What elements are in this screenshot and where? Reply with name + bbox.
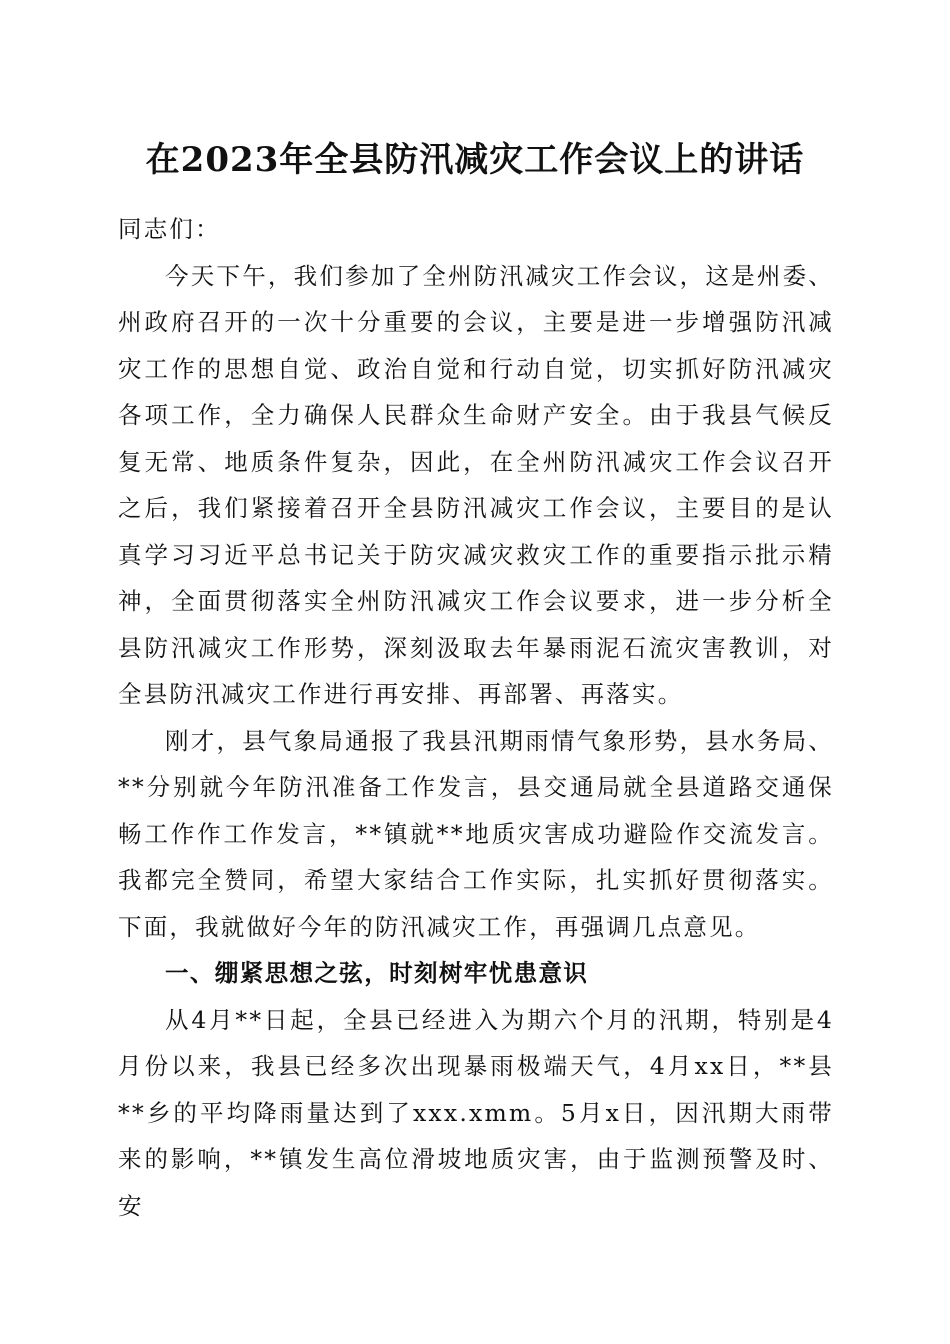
paragraph-reports: 刚才，县气象局通报了我县汛期雨情气象形势，县水务局、**分别就今年防汛准备工作发言，县交通局就全县道路交通保畅工作作工作发言，**镇就**地质灾害成功避险作交流发言。我都完全赞同，希望大家结合工作实际，扎实抓好贯彻落实。下面，我就做好今年的防汛减灾工作，再强调几点意见。 [118, 726, 834, 941]
paragraph-opening: 今天下午，我们参加了全州防汛减灾工作会议，这是州委、州政府召开的一次十分重要的会议，主要是进一步增强防汛减灾工作的思想自觉、政治自觉和行动自觉，切实抓好防汛减灾各项工作，全力确保人民群众生命财产安全。由于我县气候反复无常、地质条件复杂，因此，在全州防汛减灾工作会议召开之后，我们紧接着召开全县防汛减灾工作会议，主要目的是认真学习习近平总书记关于防灾减灾救灾工作的重要指示批示精神，全面贯彻落实全州防汛减灾工作会议要求，进一步分析全县防汛减灾工作形势，深刻汲取去年暴雨泥石流灾害教训，对全县防汛减灾工作进行再安排、再部署、再落实。 [118, 261, 834, 708]
paragraph-section-one: 从4月**日起，全县已经进入为期六个月的汛期，特别是4月份以来，我县已经多次出现暴雨极端天气，4月xx日，**县**乡的平均降雨量达到了xxx.xmm。5月x日，因汛期大雨带来的影响，**镇发生高位滑坡地质灾害，由于监测预警及时、安 [118, 1005, 834, 1220]
document-body [118, 206, 834, 1229]
salutation: 同志们： [118, 215, 221, 243]
document-title: 在2023年全县防汛减灾工作会议上的讲话 [145, 140, 805, 180]
section-heading: 一、绷紧思想之弦，时刻树牢忧患意识 [165, 959, 589, 987]
